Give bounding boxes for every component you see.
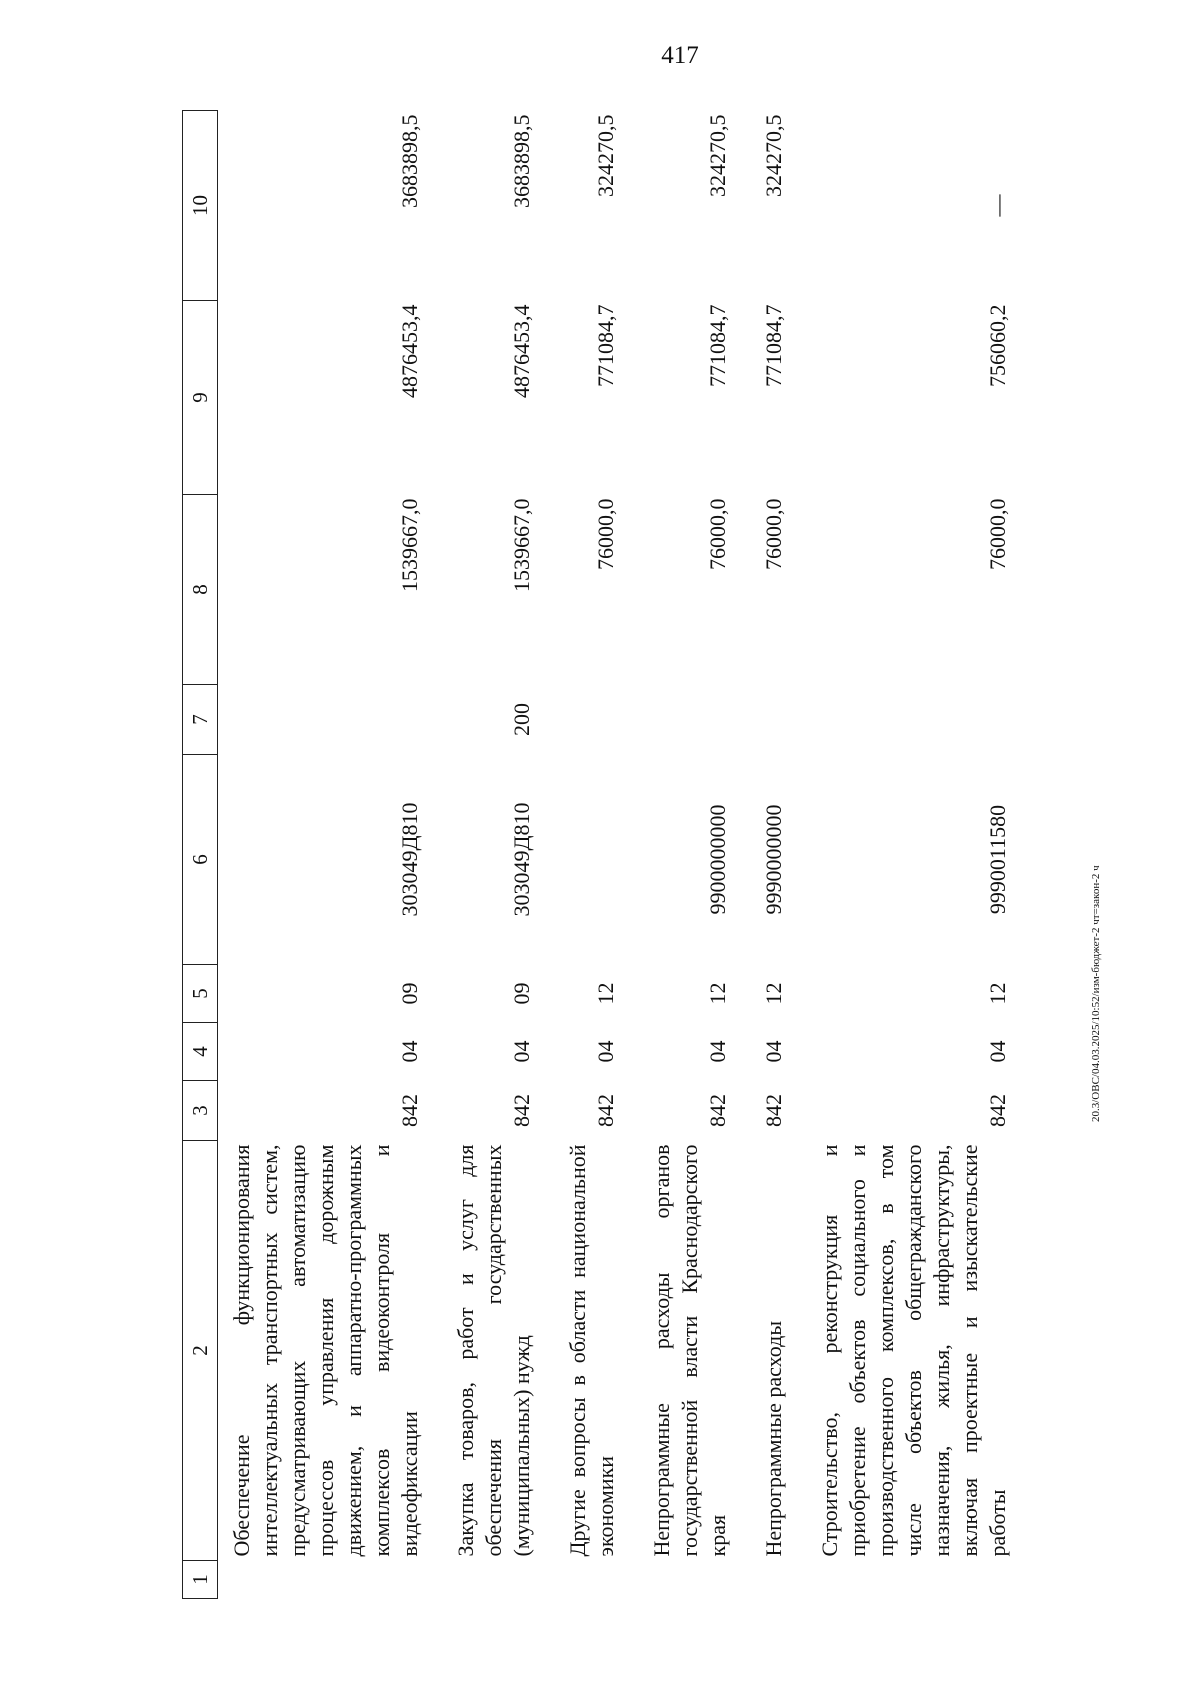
expense-type-code (806, 685, 1030, 755)
expense-type-code: 200 (509, 703, 534, 736)
target-article-code: 303049Д810 (509, 802, 534, 917)
section-code: 04 (593, 1040, 618, 1063)
subsection-code: 12 (593, 982, 618, 1005)
expense-type-code (218, 685, 443, 755)
amount-col-8: 76000,0 (593, 498, 618, 570)
table-row (442, 111, 554, 1599)
document-footer-code: 20.3/ОВС/04.03.2025/10:52/изм-бюджет-2 чт=закон-2 ч (1090, 865, 1102, 1122)
expense-name: Непрограммные расходы органов государственной власти Краснодарского края (649, 1144, 730, 1557)
budget-table-container (182, 111, 1122, 1599)
section-code: 04 (761, 1040, 786, 1063)
amount-col-8: 76000,0 (761, 498, 786, 570)
column-header: 5 (183, 965, 218, 1023)
amount-col-10: 324270,5 (761, 114, 786, 197)
section-code: 04 (509, 1040, 534, 1063)
column-header: 8 (183, 495, 218, 685)
expense-type-code (638, 685, 750, 755)
section-code: 04 (397, 1040, 422, 1063)
expense-name: Закупка товаров, работ и услуг для обеспечения государственных (муниципальных) нужд (453, 1144, 534, 1557)
expense-name: Обеспечение функционирования интеллектуальных транспортных систем, предусматривающих автоматизацию процессов управления дорожным движением, и аппаратно-программных комплексов видеоконтроля и видеофиксации (229, 1144, 422, 1557)
amount-col-9: 771084,7 (705, 304, 730, 387)
ministry-code: 842 (705, 1094, 730, 1127)
table-row (218, 111, 443, 1599)
column-header: 10 (183, 111, 218, 301)
column-header: 4 (183, 1023, 218, 1081)
ministry-code: 842 (761, 1094, 786, 1127)
subsection-code: 12 (985, 982, 1010, 1005)
amount-col-9: 4876453,4 (509, 304, 534, 398)
column-header: 9 (183, 301, 218, 495)
ministry-code: 842 (985, 1094, 1010, 1127)
target-article-code (554, 755, 638, 965)
subsection-code: 12 (761, 982, 786, 1005)
page-number: 417 (661, 42, 699, 69)
subsection-code: 09 (397, 982, 422, 1005)
expense-type-code (750, 685, 806, 755)
expense-name: Строительство, реконструкция и приобретение объектов социального и производственного комплексов, в том числе объектов общегражданского назначения, жилья, инфраструктуры, включая проектные и изыскательские работы (817, 1144, 1010, 1557)
column-header: 6 (183, 755, 218, 965)
table-row (554, 111, 638, 1599)
amount-col-9: 4876453,4 (397, 304, 422, 398)
subsection-code: 09 (509, 982, 534, 1005)
target-article-code: 9900000000 (705, 804, 730, 915)
amount-col-8: 76000,0 (705, 498, 730, 570)
ministry-code: 842 (509, 1094, 534, 1127)
section-code: 04 (705, 1040, 730, 1063)
amount-col-8: 1539667,0 (509, 498, 534, 592)
target-article-code: 9990011580 (985, 804, 1010, 915)
amount-col-9: 771084,7 (593, 304, 618, 387)
ministry-code: 842 (397, 1094, 422, 1127)
column-header: 7 (183, 685, 218, 755)
amount-col-10: 3683898,5 (397, 114, 422, 208)
target-article-code: 9990000000 (761, 804, 786, 915)
subsection-code: 12 (705, 982, 730, 1005)
expense-name: Другие вопросы в области национальной экономики (565, 1144, 618, 1557)
amount-col-10: — (985, 194, 1010, 217)
table-row (638, 111, 750, 1599)
amount-col-8: 76000,0 (985, 498, 1010, 570)
expense-type-code (554, 685, 638, 755)
table-row (806, 111, 1030, 1599)
budget-table (182, 110, 1030, 1599)
column-header: 1 (183, 1561, 218, 1599)
amount-col-9: 771084,7 (761, 304, 786, 387)
amount-col-8: 1539667,0 (397, 498, 422, 592)
amount-col-10: 324270,5 (705, 114, 730, 197)
section-code: 04 (985, 1040, 1010, 1063)
expense-name: Непрограммные расходы (761, 1320, 786, 1557)
column-header: 2 (183, 1141, 218, 1561)
amount-col-9: 756060,2 (985, 304, 1010, 387)
table-header-row (183, 111, 218, 1599)
column-header: 3 (183, 1081, 218, 1141)
amount-col-10: 3683898,5 (509, 114, 534, 208)
ministry-code: 842 (593, 1094, 618, 1127)
amount-col-10: 324270,5 (593, 114, 618, 197)
target-article-code: 303049Д810 (397, 802, 422, 917)
table-row (750, 111, 806, 1599)
